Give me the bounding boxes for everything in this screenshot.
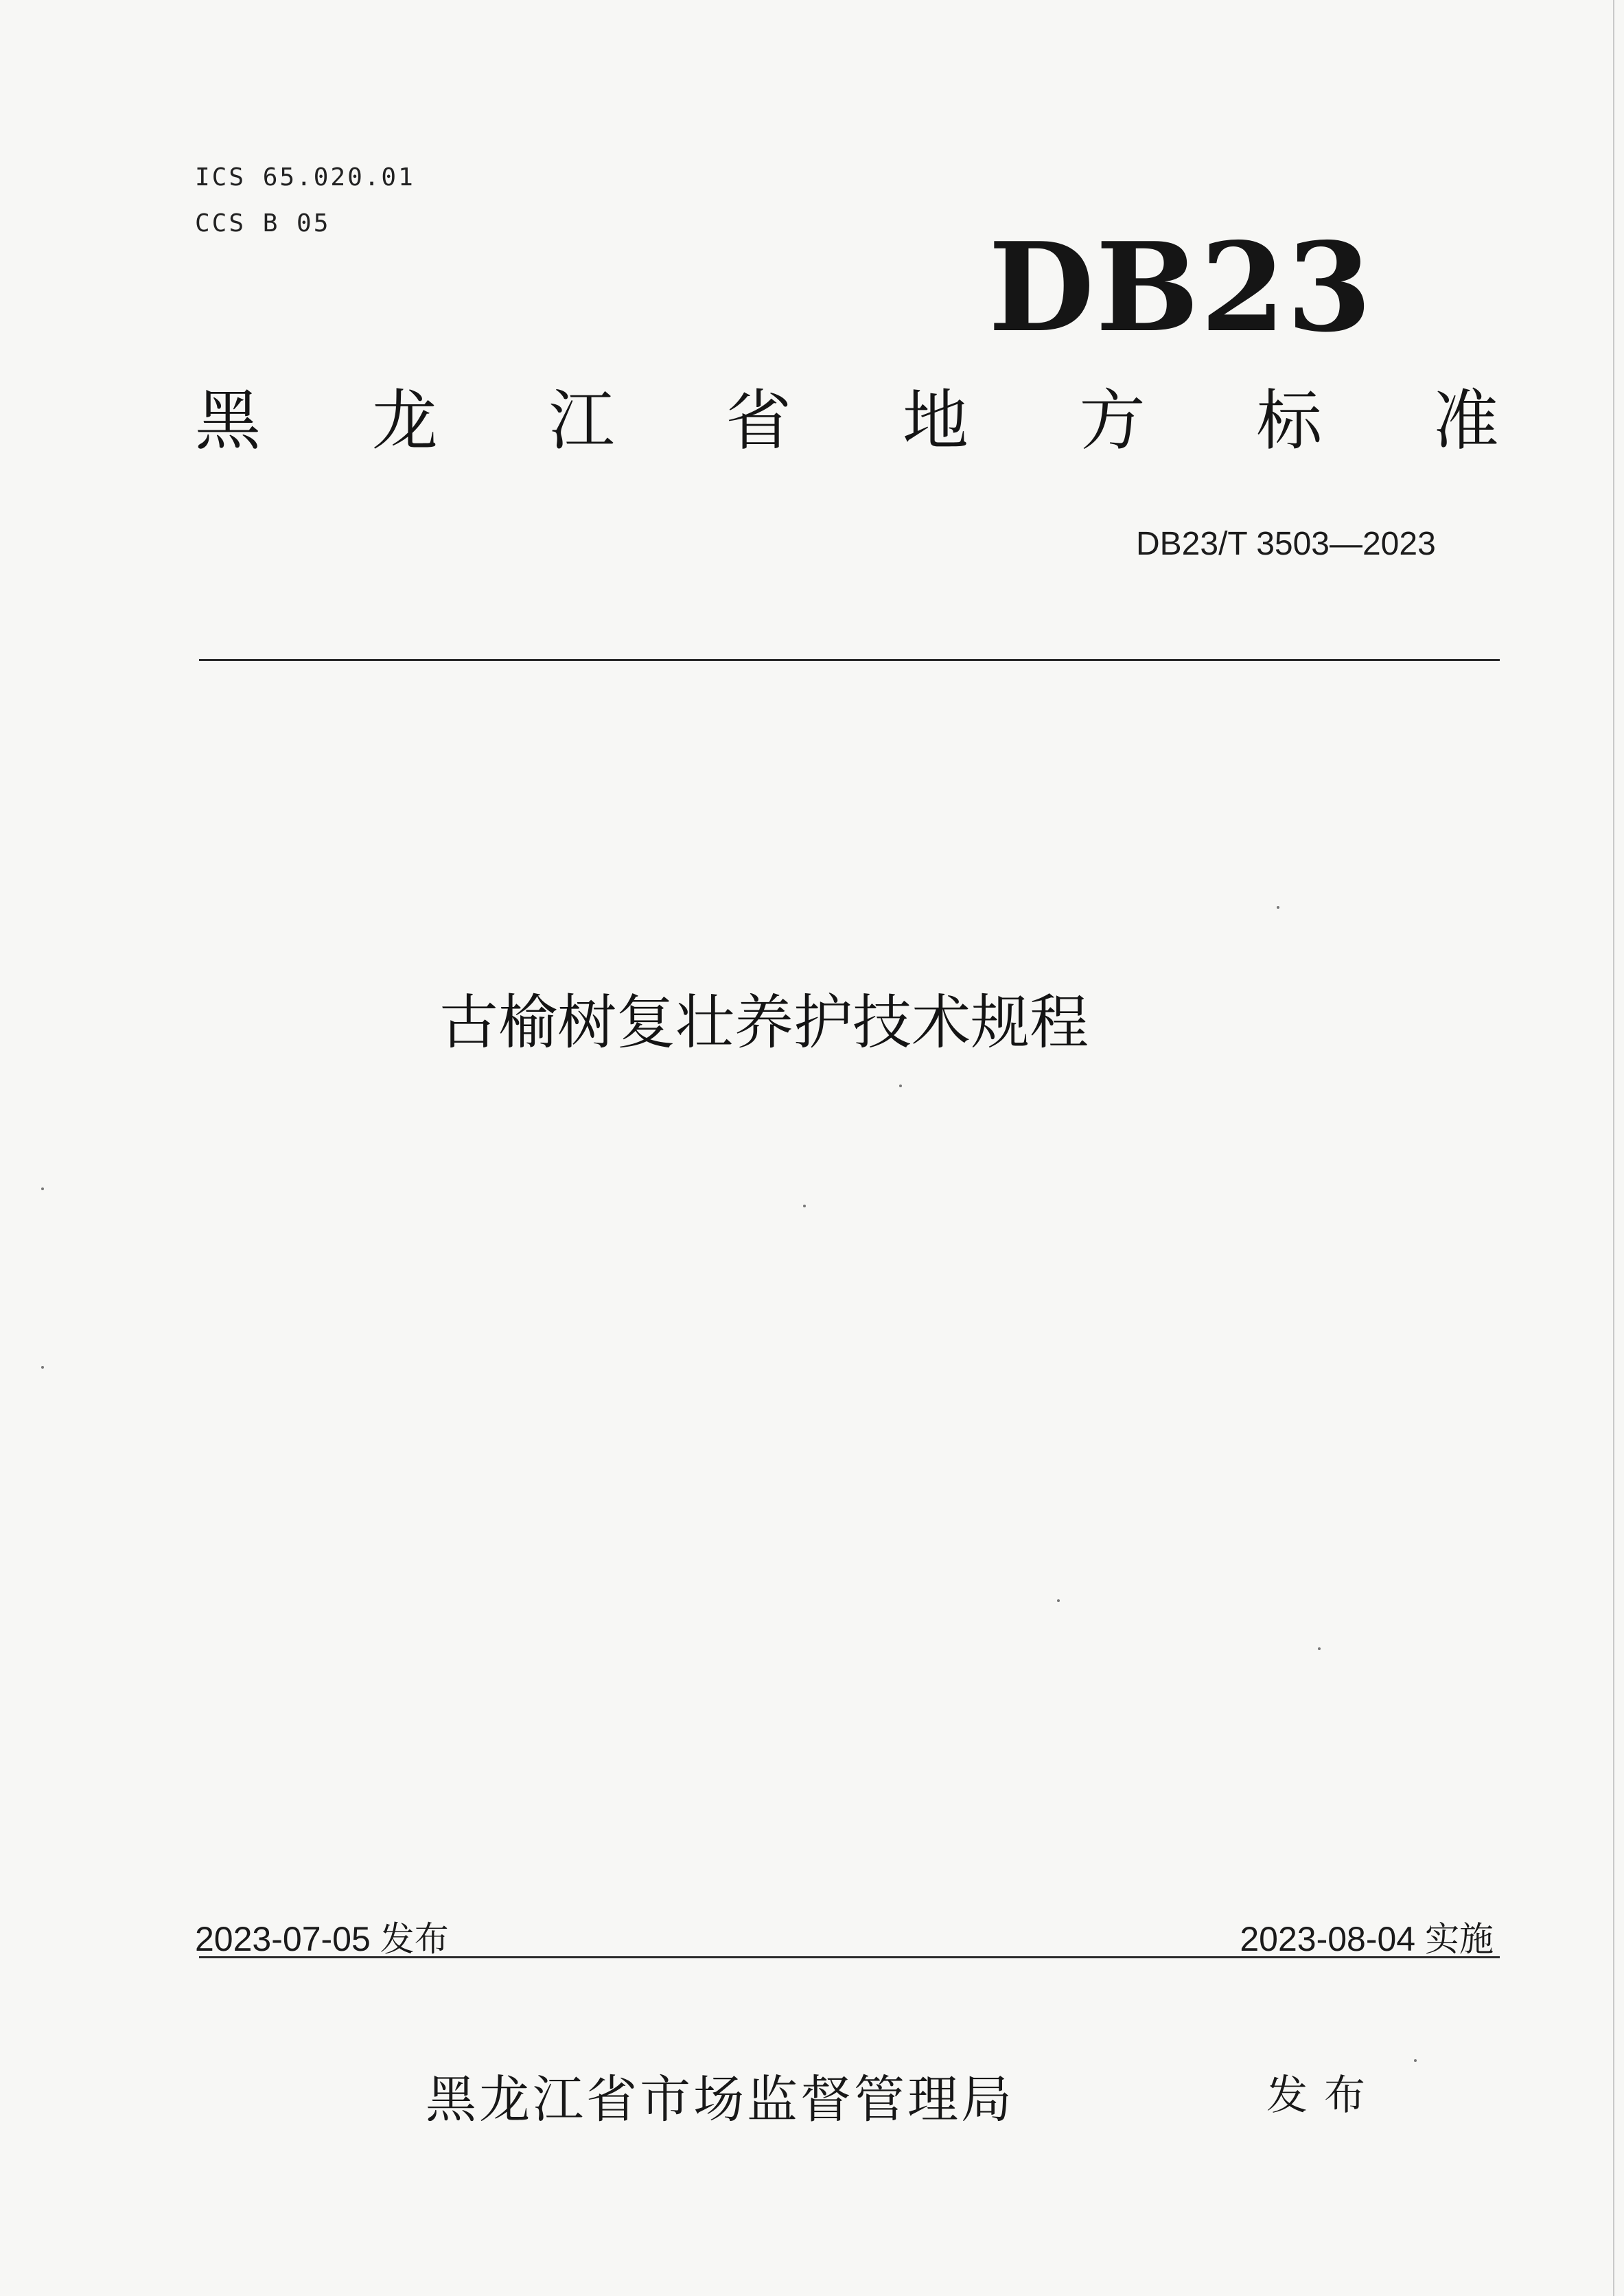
- document-title: 古榆树复壮养护技术规程: [439, 988, 1089, 1057]
- ccs-code: CCS B 05: [195, 209, 331, 237]
- scan-speck: [1414, 2059, 1417, 2062]
- issuing-authority: 黑龙江省市场监督管理局: [426, 2070, 1014, 2129]
- header-divider: [199, 659, 1500, 661]
- publish-date: 2023-07-05 发布: [195, 1920, 449, 1958]
- issue-label: 发布: [1266, 2072, 1382, 2120]
- ics-code: ICS 65.020.01: [195, 163, 415, 192]
- db23-logo: DB23: [988, 216, 1373, 359]
- standard-type-char: 黑: [195, 382, 261, 459]
- scan-edge: [1613, 0, 1614, 2296]
- scan-speck: [1057, 1599, 1060, 1602]
- scan-speck: [1277, 906, 1279, 909]
- standard-type-char: 地: [902, 382, 968, 459]
- standard-number: DB23/T 3503—2023: [1136, 526, 1436, 562]
- scan-speck: [41, 1187, 44, 1190]
- implement-date: 2023-08-04 实施: [1240, 1920, 1494, 1958]
- standard-type-char: 省: [726, 382, 792, 459]
- footer-divider: [199, 1956, 1500, 1958]
- standard-type-char: 准: [1432, 382, 1499, 459]
- scan-speck: [803, 1205, 806, 1207]
- scan-speck: [899, 1085, 902, 1087]
- standard-type-heading: [195, 382, 1499, 459]
- scan-speck: [41, 1366, 44, 1369]
- standard-type-char: 方: [1079, 382, 1146, 459]
- standard-type-char: 江: [548, 382, 615, 459]
- scan-speck: [1318, 1647, 1321, 1650]
- standard-type-char: 龙: [371, 382, 438, 459]
- standard-type-char: 标: [1256, 382, 1323, 459]
